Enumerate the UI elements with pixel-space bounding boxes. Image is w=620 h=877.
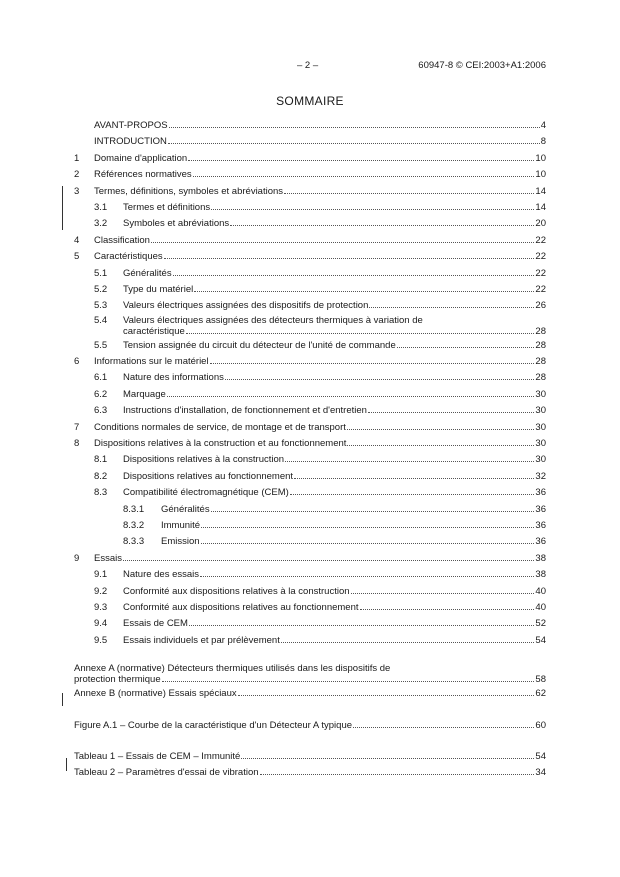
toc-entry-number: 8.3.3 bbox=[123, 536, 145, 548]
toc-entry-page: 38 bbox=[535, 552, 546, 564]
toc-entry-number: 3.2 bbox=[94, 218, 108, 230]
dot-leader bbox=[151, 242, 534, 243]
toc-entry-label: caractéristique bbox=[123, 325, 185, 337]
toc-entry-page: 40 bbox=[535, 601, 546, 613]
toc-entry-label: Tableau 2 – Paramètres d'essai de vibration bbox=[74, 767, 259, 779]
toc-entry-label: Classification bbox=[94, 234, 150, 246]
toc-entry-label: Valeurs électriques assignées des détecteurs thermiques à variation de bbox=[123, 314, 423, 326]
toc-entry-page: 28 bbox=[535, 325, 546, 337]
toc-entry-number: 4 bbox=[74, 234, 80, 246]
toc-entry-label: Annexe A (normative) Détecteurs thermiques utilisés dans les dispositifs de bbox=[74, 663, 391, 675]
page-header bbox=[0, 60, 620, 74]
dot-leader bbox=[169, 127, 540, 128]
toc-entry-page: 22 bbox=[535, 267, 546, 279]
toc-entry-page: 30 bbox=[535, 438, 546, 450]
page-title: SOMMAIRE bbox=[276, 94, 344, 108]
toc-entry-label: Nature des informations bbox=[123, 372, 224, 384]
toc-entry-label: Essais bbox=[94, 552, 122, 564]
toc-entry[interactable] bbox=[74, 216, 546, 232]
dot-leader bbox=[162, 681, 535, 682]
dot-leader bbox=[167, 396, 535, 397]
toc-entry-label: Essais de CEM bbox=[123, 618, 188, 630]
toc-entry-number: 9.2 bbox=[94, 585, 108, 597]
toc-entry[interactable] bbox=[74, 686, 546, 702]
toc-entry-number: 6 bbox=[74, 356, 80, 368]
section-spacer bbox=[74, 649, 546, 663]
dot-leader bbox=[173, 275, 535, 276]
dot-leader bbox=[397, 347, 535, 348]
toc-entry-number: 5.1 bbox=[94, 267, 108, 279]
toc-entry-label: AVANT-PROPOS bbox=[94, 120, 168, 131]
toc-entry-number: 9.1 bbox=[94, 569, 108, 581]
toc-entry-page: 14 bbox=[535, 201, 546, 213]
toc-entry-page: 54 bbox=[535, 634, 546, 646]
change-bar bbox=[62, 693, 63, 706]
toc-entry-page: 8 bbox=[540, 136, 546, 148]
toc-entry-number: 8 bbox=[74, 438, 80, 450]
dot-leader bbox=[211, 209, 534, 210]
toc-entry[interactable] bbox=[74, 118, 546, 134]
toc-entry-number: 9.4 bbox=[94, 618, 108, 630]
toc-entry[interactable] bbox=[74, 282, 546, 298]
toc-entry-number: 1 bbox=[74, 152, 80, 164]
dot-leader bbox=[164, 258, 535, 259]
toc-entry-label: Caractéristiques bbox=[94, 251, 163, 263]
dot-leader bbox=[290, 494, 535, 495]
toc-entry-page: 20 bbox=[535, 218, 546, 230]
toc-entry-page: 30 bbox=[535, 421, 546, 433]
toc-entry-number: 6.3 bbox=[94, 405, 108, 417]
dot-leader bbox=[186, 333, 535, 334]
toc-entry-label: Annexe B (normative) Essais spéciaux bbox=[74, 688, 237, 700]
dot-leader bbox=[210, 363, 535, 364]
toc-entry-line bbox=[74, 315, 546, 326]
toc-entry[interactable] bbox=[74, 633, 546, 649]
dot-leader bbox=[285, 461, 534, 462]
toc-entry-label: protection thermique bbox=[74, 674, 161, 686]
toc-entry[interactable] bbox=[74, 167, 546, 183]
toc-entry-label: Valeurs électriques assignées des dispositifs de protection bbox=[123, 300, 369, 312]
toc-entry-page: 4 bbox=[540, 120, 546, 131]
dot-leader bbox=[194, 291, 534, 292]
dot-leader bbox=[193, 176, 535, 177]
dot-leader bbox=[201, 543, 535, 544]
document-reference: 60947-8 © CEI:2003+A1:2006 bbox=[418, 60, 546, 71]
toc-entry-page: 30 bbox=[535, 405, 546, 417]
dot-leader bbox=[189, 625, 534, 626]
toc-entry-page: 36 bbox=[535, 519, 546, 531]
toc-entry-label: Généralités bbox=[161, 503, 210, 515]
toc-entry-number: 8.3.2 bbox=[123, 519, 145, 531]
toc-entry[interactable] bbox=[74, 584, 546, 600]
toc-entry-label: INTRODUCTION bbox=[94, 136, 167, 148]
toc-entry-number: 5.3 bbox=[94, 300, 108, 312]
toc-entry-number: 9.5 bbox=[94, 634, 108, 646]
toc-entry-line bbox=[74, 663, 546, 674]
dot-leader bbox=[284, 193, 534, 194]
toc-entry-label: Termes, définitions, symboles et abréviations bbox=[94, 185, 284, 197]
toc-entry[interactable] bbox=[74, 534, 546, 550]
toc-entry[interactable] bbox=[74, 518, 546, 534]
toc-entry[interactable] bbox=[74, 436, 546, 452]
toc-entry-label: Tableau 1 – Essais de CEM – Immunité bbox=[74, 750, 241, 762]
toc-entry-number: 8.3 bbox=[94, 487, 108, 499]
toc-entry-number: 3 bbox=[74, 185, 80, 197]
toc-entry-label: Symboles et abréviations bbox=[123, 218, 230, 230]
toc-entry-number: 6.2 bbox=[94, 388, 108, 400]
toc-entry[interactable] bbox=[74, 502, 546, 518]
toc-entry-label: Dispositions relatives au fonctionnement bbox=[123, 470, 294, 482]
toc-entry-page: 14 bbox=[535, 185, 546, 197]
dot-leader bbox=[353, 727, 534, 728]
toc-entry-number: 9 bbox=[74, 552, 80, 564]
dot-leader bbox=[368, 412, 535, 413]
toc-entry-page: 28 bbox=[535, 339, 546, 351]
toc-entry-page: 54 bbox=[535, 750, 546, 762]
toc-entry-page: 52 bbox=[535, 618, 546, 630]
toc-entry[interactable] bbox=[74, 134, 546, 150]
toc-entry-label: Immunité bbox=[161, 519, 201, 531]
toc-entry-label: Conformité aux dispositions relatives au fonctionnement bbox=[123, 601, 359, 613]
toc-entry[interactable] bbox=[74, 420, 546, 436]
toc-entry[interactable] bbox=[74, 765, 546, 781]
toc-entry-label: Figure A.1 – Courbe de la caractéristique d'un Détecteur A typique bbox=[74, 719, 353, 731]
section-spacer bbox=[74, 703, 546, 718]
toc-entry[interactable] bbox=[74, 151, 546, 167]
dot-leader bbox=[201, 527, 534, 528]
toc-entry-page: 34 bbox=[535, 767, 546, 779]
toc-entry[interactable] bbox=[74, 452, 546, 468]
toc-entry-page: 36 bbox=[535, 503, 546, 515]
toc-entry-label: Marquage bbox=[123, 388, 166, 400]
toc-entry-page: 32 bbox=[535, 470, 546, 482]
toc-entry-number: 5 bbox=[74, 251, 80, 263]
toc-entry-page: 28 bbox=[535, 356, 546, 368]
dot-leader bbox=[241, 758, 534, 759]
toc-entry-label: Emission bbox=[161, 536, 200, 548]
toc-entry[interactable] bbox=[74, 200, 546, 216]
table-of-contents bbox=[74, 118, 546, 782]
toc-entry-number: 5.5 bbox=[94, 339, 108, 351]
dot-leader bbox=[294, 478, 534, 479]
change-bar bbox=[66, 758, 67, 771]
toc-entry-number: 8.2 bbox=[94, 470, 108, 482]
dot-leader bbox=[123, 560, 534, 561]
toc-entry[interactable] bbox=[74, 485, 546, 501]
toc-entry-number: 5.2 bbox=[94, 283, 108, 295]
toc-entry-page: 22 bbox=[535, 283, 546, 295]
toc-entry-number: 2 bbox=[74, 169, 80, 181]
toc-entry-page: 26 bbox=[535, 300, 546, 312]
dot-leader bbox=[211, 511, 535, 512]
toc-entry-page: 22 bbox=[535, 251, 546, 263]
section-spacer bbox=[74, 734, 546, 749]
toc-entry[interactable] bbox=[74, 338, 546, 354]
toc-entry-label: Dispositions relatives à la construction et au fonctionnement bbox=[94, 438, 347, 450]
toc-entry-label: Compatibilité électromagnétique (CEM) bbox=[123, 487, 289, 499]
dot-leader bbox=[238, 695, 535, 696]
toc-entry-page: 60 bbox=[535, 719, 546, 731]
toc-entry-page: 38 bbox=[535, 569, 546, 581]
toc-entry-label: Termes et définitions bbox=[123, 201, 211, 213]
dot-leader bbox=[200, 576, 534, 577]
toc-entry[interactable] bbox=[74, 370, 546, 386]
toc-entry[interactable] bbox=[74, 469, 546, 485]
toc-entry-page: 40 bbox=[535, 585, 546, 597]
toc-entry-label: Tension assignée du circuit du détecteur de l'unité de commande bbox=[123, 339, 396, 351]
toc-entry-page: 58 bbox=[535, 674, 546, 686]
toc-entry-label: Références normatives bbox=[94, 169, 192, 181]
toc-entry-number: 5.4 bbox=[94, 314, 108, 326]
toc-entry-label: Domaine d'application bbox=[94, 152, 188, 164]
toc-entry-page: 10 bbox=[535, 152, 546, 164]
dot-leader bbox=[281, 642, 535, 643]
toc-entry-page: 36 bbox=[535, 487, 546, 499]
toc-entry-page: 22 bbox=[535, 234, 546, 246]
toc-entry-page: 30 bbox=[535, 454, 546, 466]
toc-entry-label: Type du matériel bbox=[123, 283, 194, 295]
toc-entry[interactable] bbox=[74, 354, 546, 370]
toc-entry[interactable] bbox=[74, 674, 546, 686]
dot-leader bbox=[168, 143, 540, 144]
toc-entry-page: 62 bbox=[535, 688, 546, 700]
dot-leader bbox=[347, 445, 534, 446]
toc-entry-number: 6.1 bbox=[94, 372, 108, 384]
toc-entry-page: 28 bbox=[535, 372, 546, 384]
toc-entry-page: 36 bbox=[535, 536, 546, 548]
toc-entry-number: 9.3 bbox=[94, 601, 108, 613]
toc-entry[interactable] bbox=[74, 298, 546, 314]
toc-entry[interactable] bbox=[74, 387, 546, 403]
toc-entry-number: 8.3.1 bbox=[123, 503, 145, 515]
toc-entry[interactable] bbox=[74, 600, 546, 616]
toc-entry-label: Essais individuels et par prélèvement bbox=[123, 634, 280, 646]
toc-entry-label: Informations sur le matériel bbox=[94, 356, 209, 368]
toc-entry[interactable] bbox=[74, 567, 546, 583]
dot-leader bbox=[188, 160, 534, 161]
page-number: – 2 – bbox=[297, 60, 319, 71]
toc-entry-number: 8.1 bbox=[94, 454, 108, 466]
dot-leader bbox=[351, 593, 535, 594]
toc-entry[interactable] bbox=[74, 616, 546, 632]
toc-entry-label: Généralités bbox=[123, 267, 172, 279]
toc-entry-label: Conditions normales de service, de montage et de transport bbox=[94, 421, 346, 433]
toc-entry[interactable] bbox=[74, 749, 546, 765]
toc-entry-page: 30 bbox=[535, 388, 546, 400]
toc-entry[interactable] bbox=[74, 326, 546, 338]
toc-entry[interactable] bbox=[74, 184, 546, 200]
toc-entry-page: 10 bbox=[535, 169, 546, 181]
toc-entry[interactable] bbox=[74, 233, 546, 249]
toc-entry[interactable] bbox=[74, 266, 546, 282]
toc-entry-number: 3.1 bbox=[94, 201, 108, 213]
toc-entry-label: Conformité aux dispositions relatives à la construction bbox=[123, 585, 350, 597]
dot-leader bbox=[260, 774, 535, 775]
dot-leader bbox=[225, 379, 535, 380]
toc-entry-label: Nature des essais bbox=[123, 569, 200, 581]
toc-entry[interactable] bbox=[74, 551, 546, 567]
toc-entry[interactable] bbox=[74, 403, 546, 419]
toc-entry[interactable] bbox=[74, 249, 546, 265]
dot-leader bbox=[347, 429, 535, 430]
change-bar bbox=[62, 186, 63, 230]
toc-entry-label: Dispositions relatives à la construction bbox=[123, 454, 285, 466]
toc-entry-label: Instructions d'installation, de fonctionnement et d'entretien bbox=[123, 405, 367, 417]
toc-entry[interactable] bbox=[74, 718, 546, 734]
dot-leader bbox=[360, 609, 535, 610]
dot-leader bbox=[230, 225, 534, 226]
dot-leader bbox=[369, 307, 534, 308]
toc-entry-number: 7 bbox=[74, 421, 80, 433]
